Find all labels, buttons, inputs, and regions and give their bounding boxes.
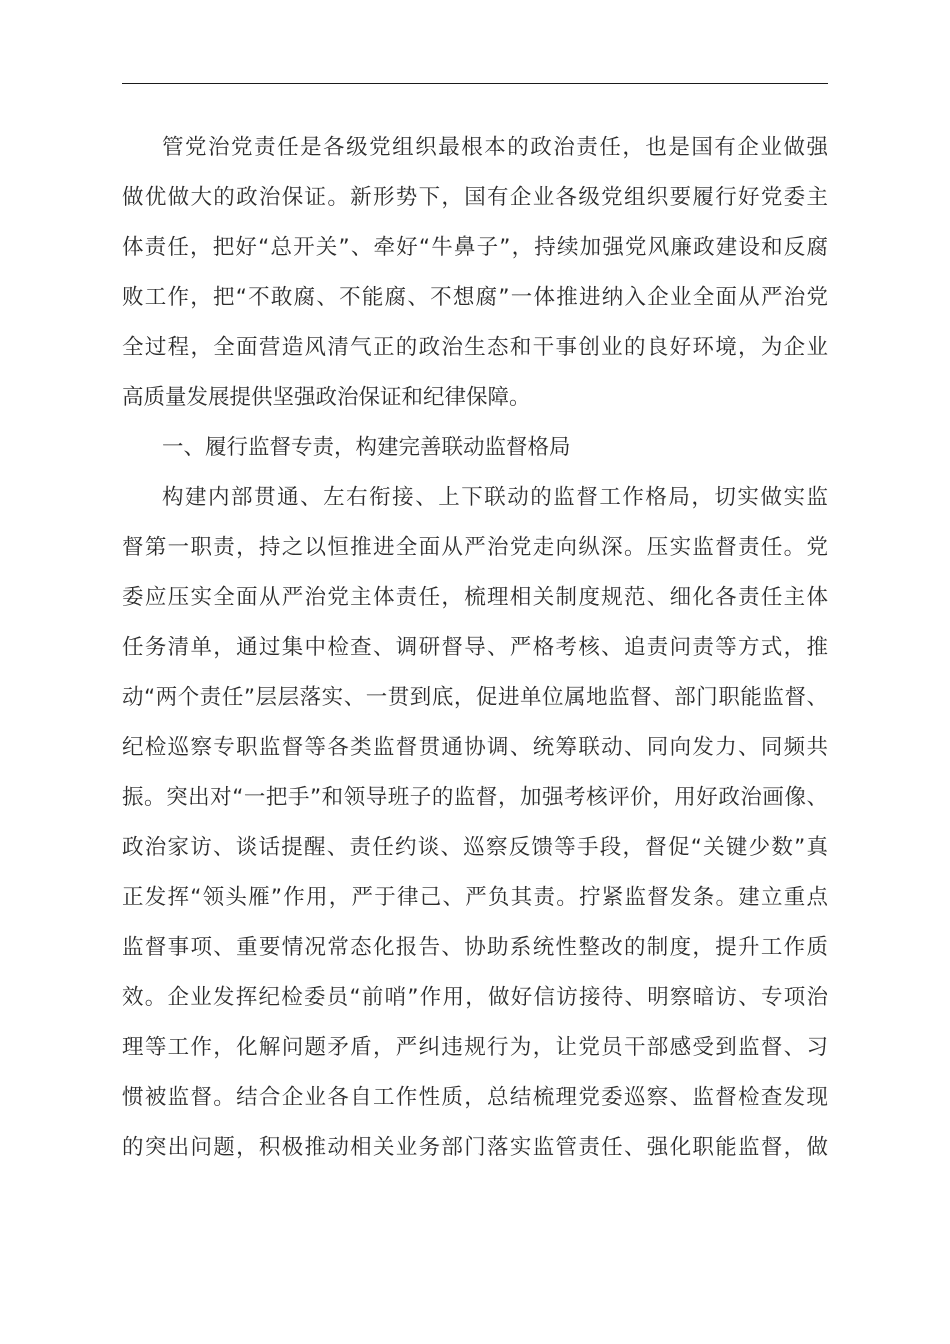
paragraph-line: 做优做大的政治保证。新形势下，国有企业各级党组织要履行好党委主 (122, 185, 828, 210)
paragraph-line: 效。企业发挥纪检委员“前哨”作用，做好信访接待、明察暗访、专项治 (122, 985, 828, 1010)
paragraph-line: 政治家访、谈话提醒、责任约谈、巡察反馈等手段，督促“关键少数”真 (122, 835, 828, 860)
paragraph-line: 委应压实全面从严治党主体责任，梳理相关制度规范、细化各责任主体 (122, 585, 828, 610)
paragraph-line: 高质量发展提供坚强政治保证和纪律保障。 (122, 385, 531, 410)
paragraph-line: 全过程，全面营造风清气正的政治生态和干事创业的良好环境，为企业 (122, 335, 828, 360)
paragraph-line: 监督事项、重要情况常态化报告、协助系统性整改的制度，提升工作质 (122, 935, 828, 960)
paragraph-line: 督第一职责，持之以恒推进全面从严治党走向纵深。压实监督责任。党 (122, 535, 828, 560)
header-rule (122, 83, 828, 84)
paragraph-line: 纪检巡察专职监督等各类监督贯通协调、统筹联动、同向发力、同频共 (122, 735, 828, 760)
paragraph-line: 的突出问题，积极推动相关业务部门落实监管责任、强化职能监督，做 (122, 1135, 828, 1160)
paragraph-line: 构建内部贯通、左右衔接、上下联动的监督工作格局，切实做实监 (162, 485, 828, 510)
section-heading: 一、履行监督专责，构建完善联动监督格局 (162, 435, 571, 460)
paragraph-line: 惯被监督。结合企业各自工作性质，总结梳理党委巡察、监督检查发现 (122, 1085, 828, 1110)
paragraph-line: 败工作，把“不敢腐、不能腐、不想腐”一体推进纳入企业全面从严治党 (122, 285, 828, 310)
paragraph-line: 振。突出对“一把手”和领导班子的监督，加强考核评价，用好政治画像、 (122, 785, 828, 810)
paragraph-line: 任务清单，通过集中检查、调研督导、严格考核、追责问责等方式，推 (122, 635, 828, 660)
paragraph-line: 理等工作，化解问题矛盾，严纠违规行为，让党员干部感受到监督、习 (122, 1035, 828, 1060)
paragraph-line: 动“两个责任”层层落实、一贯到底，促进单位属地监督、部门职能监督、 (122, 685, 828, 710)
document-body (122, 123, 828, 1173)
paragraph-line: 体责任，把好“总开关”、牵好“牛鼻子”，持续加强党风廉政建设和反腐 (122, 235, 828, 260)
paragraph-line: 管党治党责任是各级党组织最根本的政治责任，也是国有企业做强 (162, 135, 828, 160)
paragraph-line: 正发挥“领头雁”作用，严于律己、严负其责。拧紧监督发条。建立重点 (122, 885, 828, 910)
